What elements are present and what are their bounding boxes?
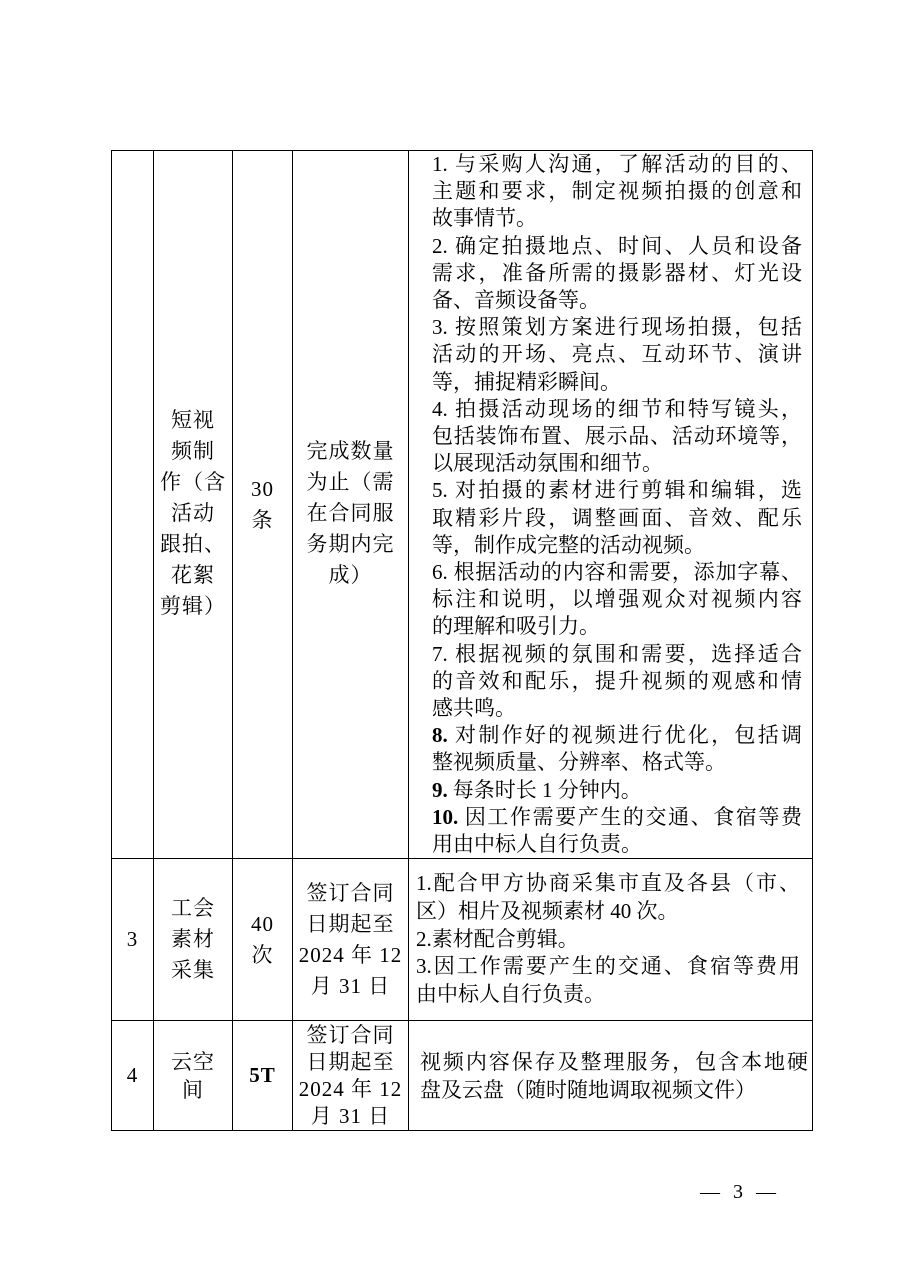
quantity-line: 条 bbox=[251, 507, 274, 532]
item-number: 6. bbox=[432, 560, 448, 585]
period-line: 完成数量 bbox=[306, 438, 395, 463]
content-text: 每条时长 1 分钟内。 bbox=[452, 777, 642, 802]
requirements-table bbox=[111, 150, 813, 1131]
row-number: 4 bbox=[126, 1063, 139, 1087]
item-name-line: 活动 bbox=[171, 500, 215, 525]
content-line bbox=[432, 722, 802, 749]
item-name-line: 跟拍、 bbox=[160, 531, 226, 556]
period-line: 务期内完 bbox=[306, 531, 395, 556]
content-line: 取精彩片段，调整画面、音效、配乐 bbox=[432, 505, 802, 530]
content-text: 根据视频的氛围和需要，选择适合 bbox=[452, 641, 802, 666]
content-line: 包括装饰布置、展示品、活动环境等， bbox=[432, 424, 802, 449]
row-2-number-cell bbox=[112, 859, 154, 1021]
content-line bbox=[432, 396, 802, 423]
content-text: 按照策划方案进行现场拍摄，包括 bbox=[452, 315, 802, 340]
quantity-line: 5T bbox=[249, 1063, 276, 1087]
row-2-period-cell bbox=[293, 859, 409, 1021]
row-1-number-cell bbox=[112, 151, 154, 859]
item-name-line: 间 bbox=[182, 1077, 204, 1102]
content-line: 标注和说明，以增强观众对视频内容 bbox=[432, 587, 802, 612]
item-number: 4. bbox=[432, 396, 448, 421]
row-1-item-cell bbox=[154, 151, 233, 859]
row-1-period-cell bbox=[293, 151, 409, 859]
content-line: 需求，准备所需的摄影器材、灯光设 bbox=[432, 260, 802, 285]
page-number: — 3 — bbox=[700, 1181, 776, 1203]
content-text: 拍摄活动现场的细节和特写镜头， bbox=[452, 396, 802, 421]
content-line bbox=[416, 870, 800, 898]
content-line: 用由中标人自行负责。 bbox=[432, 832, 642, 857]
content-line bbox=[416, 953, 800, 981]
content-line bbox=[432, 804, 802, 831]
item-name-line: 短视 bbox=[171, 407, 215, 432]
content-line: 等，制作成完整的活动视频。 bbox=[432, 532, 705, 557]
content-line: 备、音频设备等。 bbox=[432, 288, 600, 313]
content-line: 主题和要求，制定视频拍摄的创意和 bbox=[432, 179, 802, 204]
item-number: 1. bbox=[416, 871, 432, 896]
item-name-line: 工会 bbox=[171, 896, 215, 920]
content-line: 盘及云盘（随时随地调取视频文件） bbox=[420, 1077, 756, 1102]
content-text: 根据活动的内容和需要，添加字幕、 bbox=[452, 560, 802, 585]
row-2-quantity-cell bbox=[233, 859, 293, 1021]
row-3-quantity-cell bbox=[233, 1021, 293, 1131]
content-text: 配合甲方协商采集市直及各县（市、 bbox=[431, 871, 800, 896]
content-line bbox=[416, 926, 800, 954]
row-2-content-cell bbox=[409, 859, 813, 1021]
content-text: 与采购人沟通，了解活动的目的、 bbox=[452, 152, 802, 176]
period-line: 日期起至 bbox=[306, 911, 395, 936]
content-line: 故事情节。 bbox=[432, 206, 537, 231]
row-3-number-cell bbox=[112, 1021, 154, 1131]
item-number: 1. bbox=[432, 152, 448, 176]
row-1-quantity-cell bbox=[233, 151, 293, 859]
content-text: 因工作需要产生的交通、食宿等费用 bbox=[431, 954, 800, 979]
content-line bbox=[432, 477, 802, 504]
quantity-line: 40 bbox=[251, 911, 274, 936]
content-line bbox=[432, 559, 802, 586]
content-text: 确定拍摄地点、时间、人员和设备 bbox=[452, 233, 802, 258]
period-line: 签订合同 bbox=[306, 880, 395, 905]
period-line: 为止（需 bbox=[306, 469, 395, 494]
content-text: 因工作需要产生的交通、食宿等费 bbox=[463, 804, 802, 829]
period-line: 日期起至 bbox=[306, 1049, 395, 1074]
item-number: 10. bbox=[432, 804, 459, 829]
item-name-line: 频制 bbox=[171, 438, 215, 463]
content-line: 活动的开场、亮点、互动环节、演讲 bbox=[432, 342, 802, 367]
item-name-line: 剪辑） bbox=[160, 593, 226, 618]
row-3-period-cell bbox=[293, 1021, 409, 1131]
content-line: 由中标人自行负责。 bbox=[416, 982, 605, 1007]
item-number: 2. bbox=[432, 233, 448, 258]
item-name-line: 花絮 bbox=[171, 562, 215, 587]
content-text: 对制作好的视频进行优化，包括调 bbox=[452, 723, 802, 748]
content-line bbox=[432, 641, 802, 668]
item-number: 7. bbox=[432, 641, 448, 666]
period-line: 2024 年 12 bbox=[298, 942, 403, 967]
content-line: 感共鸣。 bbox=[432, 696, 516, 721]
content-line: 以展现活动氛围和细节。 bbox=[432, 451, 663, 476]
content-line: 整视频质量、分辨率、格式等。 bbox=[432, 750, 726, 775]
row-1-content-cell bbox=[409, 151, 813, 859]
row-3-content-cell bbox=[409, 1021, 813, 1131]
item-number: 3. bbox=[416, 954, 432, 979]
item-number: 2. bbox=[416, 926, 432, 951]
content-line bbox=[432, 777, 802, 804]
quantity-line: 次 bbox=[251, 942, 274, 967]
item-name-line: 云空 bbox=[171, 1049, 215, 1074]
content-text: 对拍摄的素材进行剪辑和编辑，选 bbox=[452, 478, 802, 503]
content-line: 视频内容保存及整理服务，包含本地硬 bbox=[420, 1049, 808, 1074]
content-line: 的音效和配乐，提升视频的观感和情 bbox=[432, 668, 802, 693]
content-line: 的理解和吸引力。 bbox=[432, 614, 600, 639]
period-line: 月 31 日 bbox=[310, 1103, 391, 1128]
period-line: 2024 年 12 bbox=[298, 1076, 403, 1101]
item-name-line: 采集 bbox=[171, 958, 215, 982]
period-line: 成） bbox=[328, 562, 373, 587]
content-line: 等，捕捉精彩瞬间。 bbox=[432, 369, 621, 394]
row-number: 3 bbox=[126, 927, 139, 951]
period-line: 签订合同 bbox=[306, 1022, 395, 1047]
item-number: 3. bbox=[432, 315, 448, 340]
item-number: 9. bbox=[432, 777, 448, 802]
item-name-line: 作（含 bbox=[160, 469, 226, 494]
row-3-item-cell bbox=[154, 1021, 233, 1131]
quantity-line: 30 bbox=[251, 476, 274, 501]
period-line: 在合同服 bbox=[306, 500, 395, 525]
content-line: 区）相片及视频素材 40 次。 bbox=[416, 898, 679, 923]
content-line bbox=[432, 233, 802, 260]
item-number: 8. bbox=[432, 723, 448, 748]
row-2-item-cell bbox=[154, 859, 233, 1021]
content-text: 素材配合剪辑。 bbox=[431, 926, 579, 951]
item-number: 5. bbox=[432, 478, 448, 503]
content-line bbox=[432, 151, 802, 178]
item-name-line: 素材 bbox=[171, 927, 215, 951]
content-line bbox=[432, 314, 802, 341]
period-line: 月 31 日 bbox=[310, 973, 391, 998]
